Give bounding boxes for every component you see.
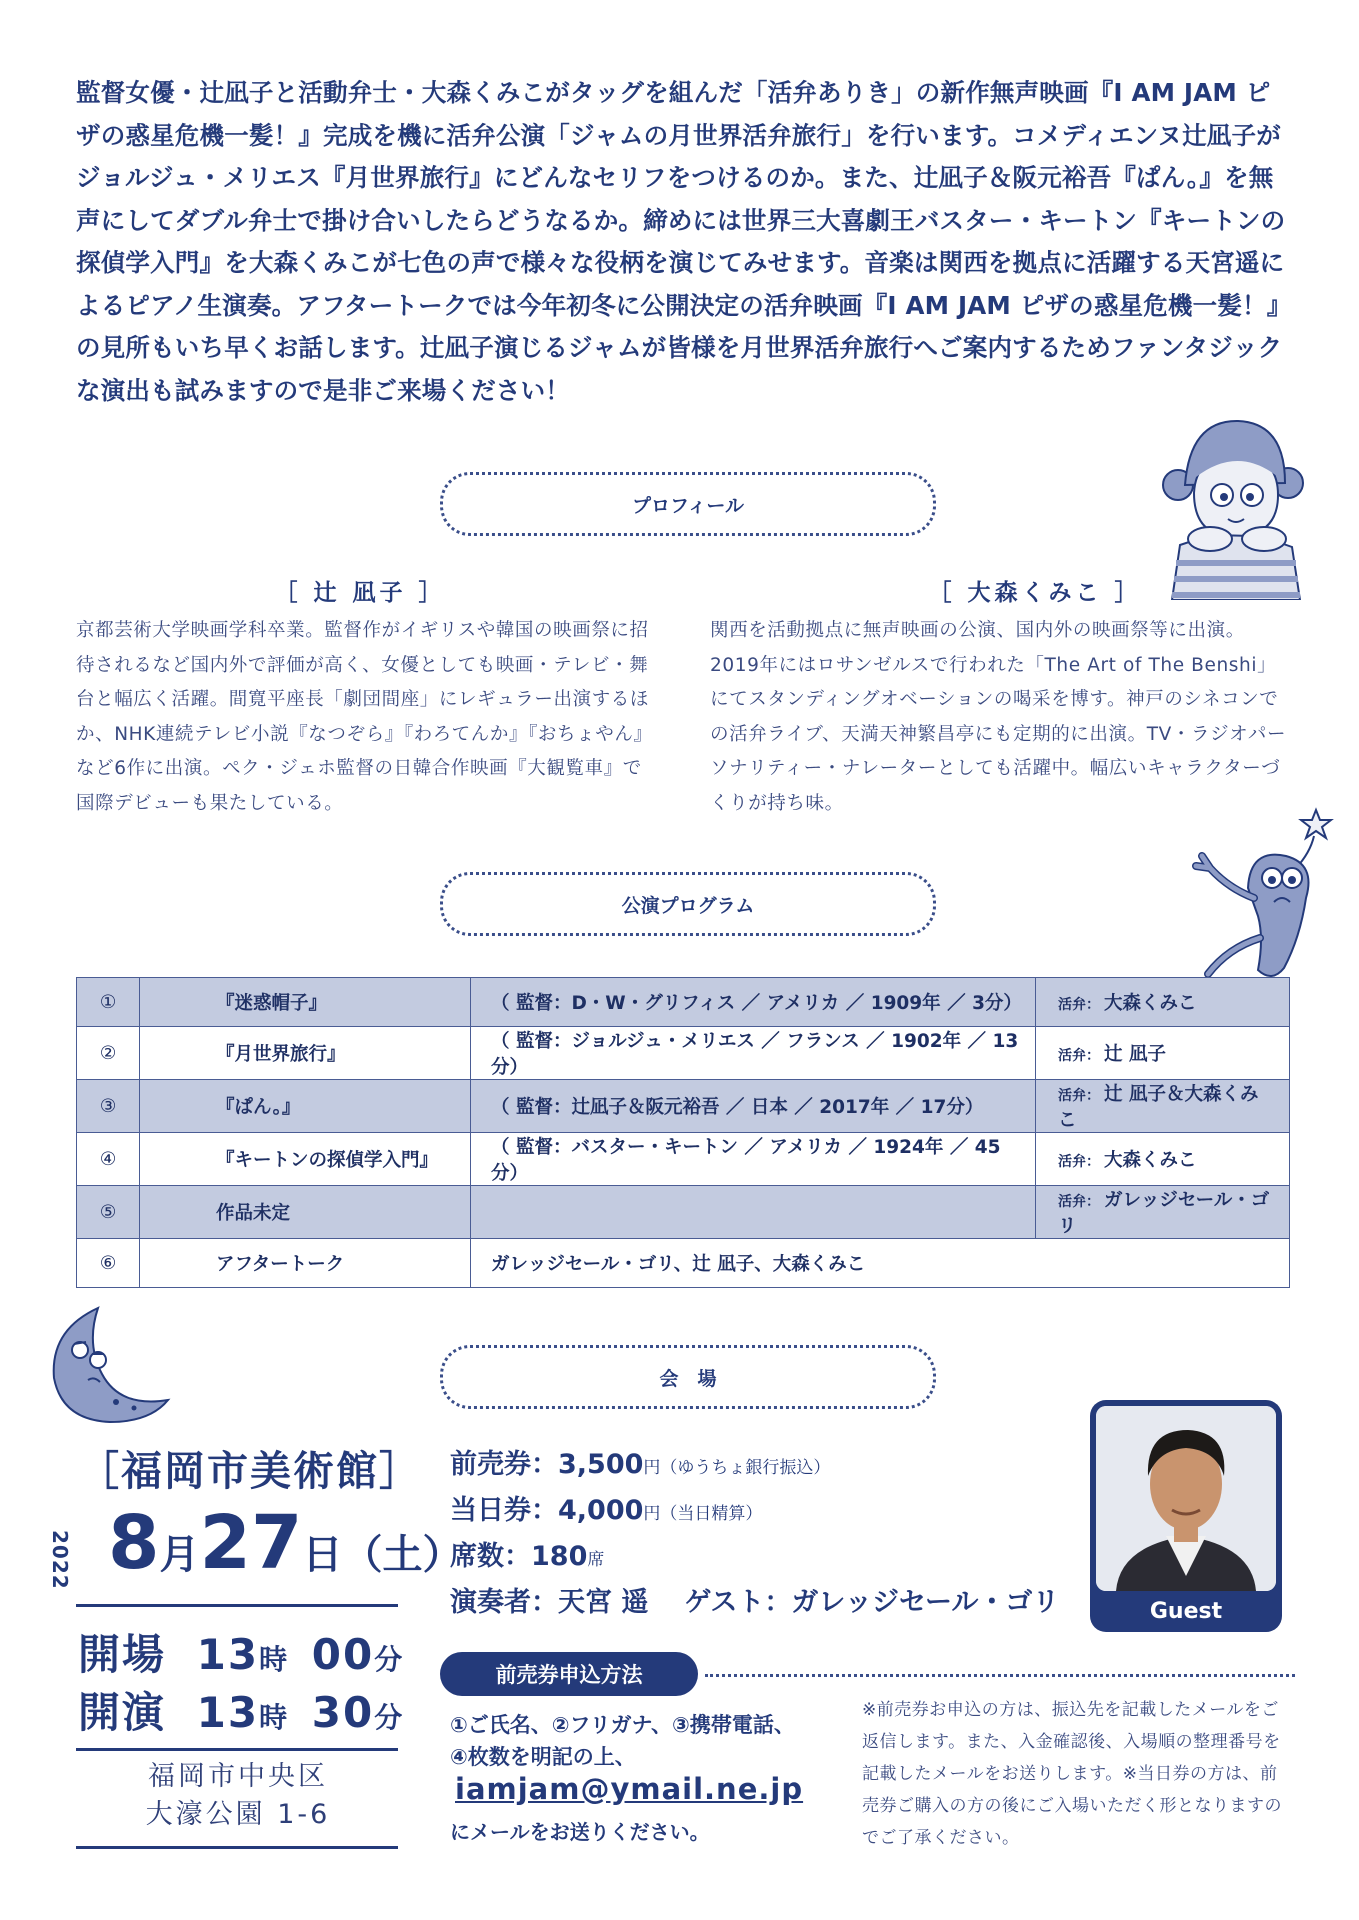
program-benshi — [1036, 1027, 1290, 1080]
intro-paragraph: 監督女優・辻凪子と活動弁士・大森くみこがタッグを組んだ「活弁ありき」の新作無声映画『I AM JAM ピザの惑星危機一髪！』完成を機に活弁公演「ジャムの月世界活弁旅行」を行います。コメディエンヌ辻凪子がジョルジュ・メリエス『月世界旅行』にどんなセリフをつけるのか。また、辻凪子＆阪元裕吾『ぱん。』を無声にしてダブル弁士で掛け合いしたらどうなるか。締めには世界三大喜劇王バスター・キートン『キートンの探偵学入門』を大森くみこが七色の声で様々な役柄を演じてみせます。音楽は関西を拠点に活躍する天宮遥によるピアノ生演奏。アフタートークでは今年初冬に公開決定の活弁映画『I AM JAM ピザの惑星危機一髪！』の見所もいち早くお話します。辻凪子演じるジャムが皆様を月世界活弁旅行へご案内するためファンタジックな演出も試みますので是非ご来場ください！ — [76, 78, 1286, 405]
program-row — [77, 978, 1290, 1027]
seats-label: 席数： — [450, 1541, 531, 1572]
door-unit: 円 — [643, 1504, 661, 1524]
program-director: ガレッジセール・ゴリ、辻 凪子、大森くみこ — [471, 1239, 1290, 1288]
start-hour: 13 — [196, 1688, 260, 1737]
program-num: ⑤ — [77, 1186, 140, 1239]
program-heading: 公演プログラム — [440, 872, 936, 936]
venue-heading: 会 場 — [440, 1345, 936, 1409]
start-label: 開演 — [78, 1688, 167, 1737]
benshi-label: 活弁： — [1058, 1154, 1100, 1170]
profile-bio-omori: 関西を活動拠点に無声映画の公演、国内外の映画祭等に出演。2019年にはロサンゼルスで行われた「The Art of The Benshi」にてスタンディングオベーションの喝采を博す。神戸のシネコンでの活弁ライブ、天満天神繁昌亭にも定期的に出演。TV・ラジオパーソナリティー・ナレーターとしても活躍中。幅広いキャラクターづくりが持ち味。 — [710, 620, 1287, 814]
howto-line1: ①ご氏名、②フリガナ、③携帯電話、 — [450, 1713, 795, 1737]
program-title: 『キートンの探偵学入門』 — [140, 1133, 471, 1186]
program-num: ② — [77, 1027, 140, 1080]
open-minute: 00 — [311, 1630, 375, 1679]
program-row — [77, 1133, 1290, 1186]
benshi-name: 大森くみこ — [1104, 1150, 1197, 1171]
howto-line3: にメールをお送りください。 — [450, 1820, 710, 1844]
howto-line2: ④枚数を明記の上、 — [450, 1745, 636, 1769]
benshi-label: 活弁： — [1058, 1194, 1100, 1210]
start-time — [78, 1680, 404, 1740]
program-row — [77, 1186, 1290, 1239]
venue-address-line1: 福岡市中央区 — [148, 1761, 328, 1792]
guest-portrait-icon — [1096, 1406, 1276, 1591]
open-label: 開場 — [78, 1630, 167, 1679]
guest-photo-card — [1090, 1400, 1282, 1632]
program-benshi — [1036, 1133, 1290, 1186]
program-num: ③ — [77, 1080, 140, 1133]
performer: 演奏者：天宮 遥 — [450, 1587, 649, 1618]
performers — [450, 1580, 1059, 1619]
advance-ticket — [450, 1442, 830, 1481]
profile-bio-tsuji: 京都芸術大学映画学科卒業。監督作がイギリスや韓国の映画祭に招待されるなど国内外で評価が高く、女優としても映画・テレビ・舞台と幅広く活躍。間寛平座長「劇団間座」にレギュラー出演するほか、NHK連続テレビ小説『なつぞら』『わろてんか』『おちょやん』など6作に出演。ペク・ジェホ監督の日韓合作映画『大観覧車』で国際デビューも果たしている。 — [76, 620, 653, 814]
alien-mascot-illustration — [1188, 798, 1338, 983]
advance-note: （ゆうちょ銀行振込） — [660, 1458, 831, 1478]
benshi-name: ガレッジセール・ゴリ — [1058, 1190, 1270, 1237]
ticket-notes: ※前売券お申込の方は、振込先を記載したメールをご返信します。また、入金確認後、入場順の整理番号を記載したメールをお送りします。※当日券の方は、前売券ご購入の方の後にご入場いただく形となりますのでご了承ください。 — [862, 1700, 1282, 1848]
venue-name: ［福岡市美術館］ — [78, 1447, 422, 1495]
venue-address-line2: 大濠公園 1-6 — [145, 1799, 331, 1830]
event-weekday: （土） — [342, 1532, 463, 1578]
event-month: 8 — [108, 1500, 160, 1586]
program-director — [471, 1186, 1036, 1239]
advance-unit: 円 — [643, 1458, 661, 1478]
hour-unit: 時 — [259, 1643, 290, 1676]
guest-name: ゲスト：ガレッジセール・ゴリ — [684, 1587, 1060, 1618]
benshi-label: 活弁： — [1058, 1048, 1100, 1064]
advance-label: 前売券： — [450, 1449, 558, 1480]
program-title: 『月世界旅行』 — [140, 1027, 471, 1080]
benshi-name: 辻 凪子＆大森くみこ — [1058, 1084, 1259, 1131]
open-time — [78, 1622, 404, 1682]
profile-name-omori: ［ 大森くみこ ］ — [928, 580, 1142, 606]
divider — [76, 1604, 398, 1607]
program-num: ④ — [77, 1133, 140, 1186]
benshi-label: 活弁： — [1058, 997, 1100, 1013]
door-note: （当日精算） — [660, 1504, 763, 1524]
door-ticket — [450, 1488, 762, 1527]
month-unit: 月 — [159, 1532, 200, 1578]
program-table — [76, 977, 1290, 1288]
program-director: （ 監督：D・W・グリフィス ／ アメリカ ／ 1909年 ／ 3分） — [471, 978, 1036, 1027]
howto-instructions — [450, 1709, 795, 1773]
program-num: ① — [77, 978, 140, 1027]
seat-count — [450, 1534, 604, 1573]
benshi-name: 辻 凪子 — [1104, 1044, 1166, 1065]
program-director: （ 監督：辻凪子＆阪元裕吾 ／ 日本 ／ 2017年 ／ 17分） — [471, 1080, 1036, 1133]
moon-mascot-illustration — [40, 1300, 180, 1430]
hour-unit: 時 — [259, 1701, 290, 1734]
door-price: 4,000 — [558, 1495, 644, 1526]
program-title: アフタートーク — [140, 1239, 471, 1288]
advance-price: 3,500 — [558, 1449, 644, 1480]
program-benshi — [1036, 1186, 1290, 1239]
benshi-label: 活弁： — [1058, 1088, 1100, 1104]
program-title: 『迷惑帽子』 — [140, 978, 471, 1027]
divider — [76, 1846, 398, 1849]
benshi-name: 大森くみこ — [1104, 993, 1197, 1014]
day-unit: 日 — [302, 1532, 343, 1578]
program-num: ⑥ — [77, 1239, 140, 1288]
program-director: （ 監督：ジョルジュ・メリエス ／ フランス ／ 1902年 ／ 13分） — [471, 1027, 1036, 1080]
event-year: 2022 — [48, 1530, 72, 1590]
seats-value: 180 — [531, 1541, 588, 1572]
minute-unit: 分 — [374, 1643, 405, 1676]
dotted-divider — [705, 1674, 1295, 1677]
guest-label: Guest — [1149, 1599, 1223, 1624]
guest-photo — [1096, 1406, 1276, 1591]
door-label: 当日券： — [450, 1495, 558, 1526]
girl-mascot-illustration — [1160, 415, 1310, 600]
event-date — [108, 1500, 462, 1586]
program-row — [77, 1027, 1290, 1080]
program-title: 作品未定 — [140, 1186, 471, 1239]
program-director: （ 監督：バスター・キートン ／ アメリカ ／ 1924年 ／ 45分） — [471, 1133, 1036, 1186]
start-minute: 30 — [311, 1688, 375, 1737]
profile-name-tsuji: ［ 辻 凪子 ］ — [274, 580, 446, 606]
divider — [76, 1748, 398, 1751]
program-title: 『ぱん。』 — [140, 1080, 471, 1133]
open-hour: 13 — [196, 1630, 260, 1679]
event-day: 27 — [199, 1500, 303, 1586]
howto-heading: 前売券申込方法 — [440, 1652, 698, 1696]
program-benshi — [1036, 1080, 1290, 1133]
program-row — [77, 1239, 1290, 1288]
seats-unit: 席 — [587, 1550, 605, 1570]
minute-unit: 分 — [374, 1701, 405, 1734]
program-row — [77, 1080, 1290, 1133]
profile-heading: プロフィール — [440, 472, 936, 536]
contact-email-link[interactable]: iamjam@ymail.ne.jp — [455, 1772, 804, 1806]
program-benshi — [1036, 978, 1290, 1027]
